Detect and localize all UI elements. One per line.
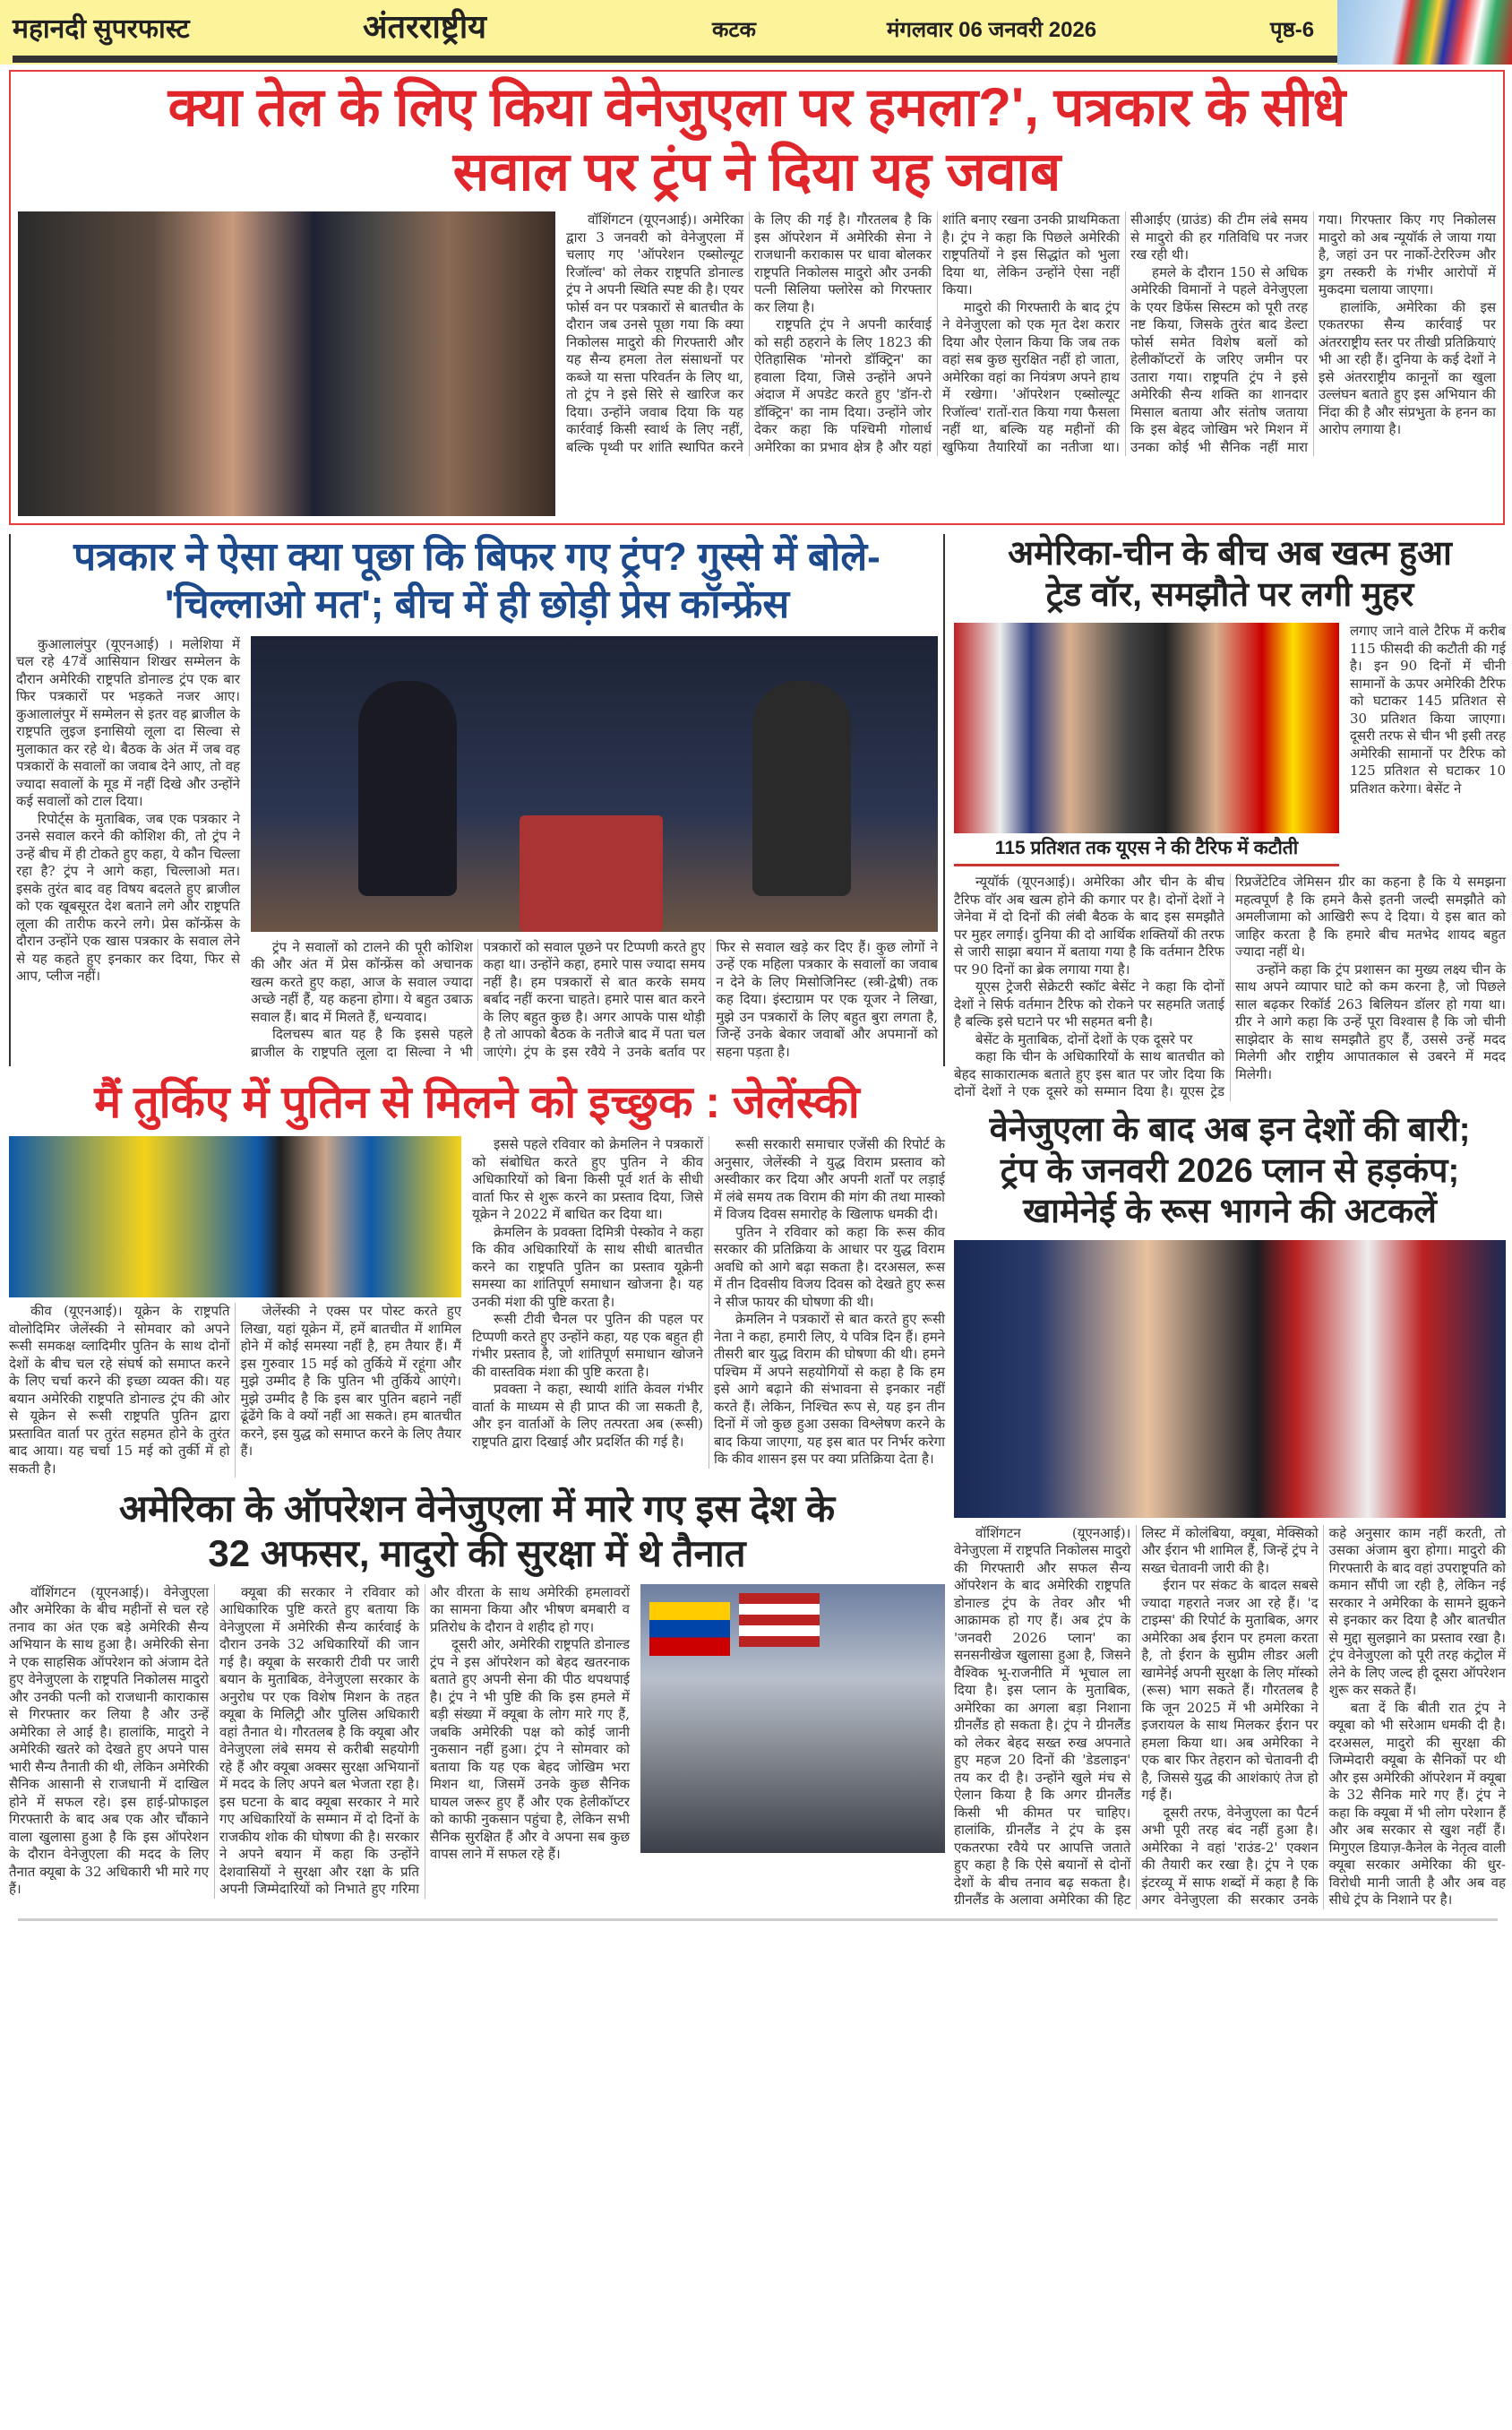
paragraph: क्रेमलिन ने पत्रकारों से बात करते हुए रूसी नेता ने कहा, हमारी लिए, ये पवित्र दिन हैं। हमने तीसरी बार युद्ध विराम की घोषणा की थी। हमने पश्चिम में अपने सहयोगियों से कहा है कि हम इसे आगे बढ़ाने की संभावना से इनकार नहीं करते हैं। लेकिन, निश्चित रूप से, यह इन तीन दिनों में जो कुछ हुआ उसका विश्लेषण करने के बाद किया जाएगा, यह इस बात पर निर्भर करेगा कि कीव शासन इस पर क्या प्रतिक्रिया देता है। [714, 1311, 945, 1468]
tradewar-subhead: 115 प्रतिशत तक यूएस ने की टैरिफ में कटौती [954, 837, 1339, 866]
paragraph: इससे पहले रविवार को क्रेमलिन ने पत्रकारों को संबोधित करते हुए पुतिन ने कीव अधिकारियों को बिना किसी पूर्व शर्त के सीधी वार्ता फिर से शुरू करने का प्रस्ताव दिया, जिसे यूक्रेन ने 2022 में बाधित कर दिया था। [472, 1136, 703, 1223]
paragraph: कीव (यूएनआई)। यूक्रेन के राष्ट्रपति वोलोदिमिर जेलेंस्की ने सोमवार को अपने रूसी समकक्ष व्लादिमीर पुतिन के साथ दोनों देशों के बीच चल रहे संघर्ष को समाप्त करने के लिए चर्चा करने की इच्छा व्यक्त की। यह बयान अमेरिकी राष्ट्रपति डोनाल्ड ट्रंप की ओर से यूक्रेन से रूसी राष्ट्रपति पुतिन द्वारा प्रस्तावित वार्ता पर तुरंत सहमत होने के तुरंत बाद आया। यह चर्चा 15 मई को तुर्की में हो सकती है। [9, 1303, 230, 1477]
article-next-countries [954, 1110, 1506, 1909]
paragraph: बता दें कि बीती रात ट्रंप ने क्यूबा को भी सरेआम धमकी दी है। दरअसल, मादुरो की सुरक्षा की जिम्मेदारी क्यूबा के सैनिकों पर थी और इस अमेरिकी ऑपरेशन में क्यूबा के 32 सैनिक मारे गए हैं। ट्रंप ने कहा कि क्यूबा में भी लोग परेशान हैं और अब सरकार से खुश नहीं हैं। मिगुएल डियाज़-कैनेल के नेतृत्व वाली क्यूबा सरकार अमेरिका की धुर-विरोधी मानी जाती है और अब वह सीधे ट्रंप के निशाने पर है। [1328, 1699, 1506, 1909]
trump-lula-meeting-photo [251, 636, 938, 932]
headline-oil-line2: सवाल पर ट्रंप ने दिया यह जवाब [452, 142, 1061, 202]
headline-zelensky: मैं तुर्किए में पुतिन से मिलने को इच्छुक : जेलेंस्की [94, 1077, 860, 1128]
journalist-body-cols [251, 939, 938, 1062]
paragraph: बेसेंट के मुताबिक, दोनों देशों के एक दूसरे पर [975, 1030, 1193, 1047]
paragraph: दूसरी तरफ, वेनेजुएला का पैटर्न अभी पूरी तरह बंद नहीं हुआ है। अमेरिका ने वहां 'राउंड-2' एक्शन की तैयारी कर रखा है। ट्रंप ने एक इंटरव्यू में साफ शब्दों में कहा है कि अगर वेनेजुएला की सरकार उनके कहे अनुसार काम नहीं करती, तो उसका अंजाम बुरा होगा। मादुरो की गिरफ्तारी के बाद वहां उपराष्ट्रपति को कमान सौंपी जा रही है, लेकिन नई सरकार ने अमेरिका के सामने झुकने से इनकार कर दिया है और बातचीत से मुद्दा सुलझाने का प्रस्ताव रखा है। ट्रंप वेनेजुएला को पूरी तरह कंट्रोल में लेने के लिए जल्द ही दूसरा ऑपरेशन शुरू कर सकते हैं। [1141, 1524, 1506, 1909]
paragraph: हमले के दौरान 150 से अधिक अमेरिकी विमानों ने पहले वेनेजुएला के एयर डिफेंस सिस्टम को पूरी तरह नष्ट किया, जिसके तुरंत बाद डेल्टा फोर्स समेत विशेष बलों को हेलीकॉप्टरों के जरिए जमीन पर उतारा गया। राष्ट्रपति ट्रंप ने इसे अमेरिकी सैन्य शक्ति का शानदार मिसाल बताया और संतोष जताया कि इस बेहद जोखिम भरे मिशन में उनका कोई भी सैनिक नहीं मारा गया। गिरफ्तार किए गए निकोलस मादुरो को अब न्यूयॉर्क ले जाया गया है, जहां उन पर नार्को-टेररिज्म और ड्रग तस्करी के गंभीर आरोपों में मुकदमा चलाया जाएगा। [1130, 211, 1496, 455]
paragraph: राष्ट्रपति ट्रंप ने अपनी कार्रवाई को सही ठहराने के लिए 1823 की ऐतिहासिक 'मोनरो डॉक्ट्रिन' का हवाला दिया, जिसे उन्होंने अपने अंदाज में अपडेट करते हुए 'डॉन-रो डॉक्ट्रिन' का नाम दिया। उन्होंने जोर देकर कहा कि पश्चिमी गोलार्ध अमेरिका का प्रभाव क्षेत्र है और यहां शांति बनाए रखना उनकी प्राथमिकता है। ट्रंप ने कहा कि पिछले अमेरिकी राष्ट्रपतियों ने इस सिद्धांत को भुला दिया था, लेकिन उन्होंने ऐसा नहीं किया। [754, 211, 1120, 455]
paragraph: वॉशिंगटन (यूएनआई)। वेनेजुएला में राष्ट्रपति निकोलस मादुरो की गिरफ्तारी और सफल सैन्य ऑपरेशन के बाद अमेरिकी राष्ट्रपति डोनाल्ड ट्रंप के तेवर और भी आक्रामक हो गए हैं। अब ट्रंप के 'जनवरी 2026 प्लान' का सनसनीखेज खुलासा हुआ है, जिसने वैश्विक भू-राजनीति में भूचाल ला दिया है। इस प्लान के मुताबिक, अमेरिका का अगला बड़ा निशाना ग्रीनलैंड हो सकता है। ट्रंप ने ग्रीनलैंड को लेकर बेहद सख्त रुख अपनाते हुए महज 20 दिनों की 'डेडलाइन' तय कर दी है। उन्होंने खुले मंच से ऐलान किया है कि अगर ग्रीनलैंड किसी भी कीमत पर चाहिए। हालांकि, ग्रीनलैंड ने ट्रंप के इस एकतरफा रवैये पर आपत्ति जताते हुए कहा है कि ऐसे बयानों से दोनों देशों के बीच तनाव बढ़ सकता है। ग्रीनलैंड के अलावा अमेरिका की हिट लिस्ट में कोलंबिया, क्यूबा, मेक्सिको और ईरान भी शामिल हैं, जिन्हें ट्रंप ने सख्त चेतावनी जारी की है। [954, 1524, 1319, 1909]
headline-officers-line1: अमेरिका के ऑपरेशन वेनेजुएला में मारे गए इस देश के [118, 1487, 836, 1530]
tradewar-side-body [1350, 623, 1506, 797]
right-column [954, 534, 1506, 1918]
paragraph: प्रवक्ता ने कहा, स्थायी शांति केवल गंभीर वार्ता के माध्यम से ही प्राप्त की जा सकती है, और इन वार्ताओं के लिए तत्परता अब (रूसी) राष्ट्रपति द्वारा दिखाई और प्रदर्शित की गई है। [472, 1381, 703, 1450]
article-zelensky [9, 1075, 945, 1478]
paragraph: हालांकि, अमेरिका की इस एकतरफा सैन्य कार्रवाई पर अंतरराष्ट्रीय स्तर पर तीखी प्रतिक्रियाएं भी आ रही हैं। दुनिया के कई देशों ने इसे अंतरराष्ट्रीय कानूनों का खुला उल्लंघन बताते हुए इस अभियान की निंदा की है और संप्रभुता के हनन का आरोप लगाया है। [1319, 298, 1496, 437]
headline-officers-line2: 32 अफसर, मादुरो की सुरक्षा में थे तैनात [208, 1532, 746, 1575]
date: मंगलवार 06 जनवरी 2026 [887, 18, 1097, 42]
paragraph: लगाए जाने वाले टैरिफ में करीब 115 फीसदी की कटौती की गई है। इन 90 दिनों में चीनी सामानों के ऊपर अमेरिकी टैरिफ को घटाकर 145 प्रतिशत से 30 प्रतिशत किया जाएगा। दूसरी तरफ से चीन भी इसी तरह अमेरिकी सामानों पर टैरिफ को 125 प्रतिशत से घटाकर 10 प्रतिशत करेगा। बेसेंट ने [1350, 623, 1506, 797]
trump-xi-photo [954, 623, 1339, 833]
headline-tradewar-line2: ट्रेड वॉर, समझौते पर लगी मुहर [1045, 575, 1414, 614]
paragraph: जेलेंस्की ने एक्स पर पोस्ट करते हुए लिखा, यहां यूक्रेन में, हमें बातचीत में शामिल होने में कोई समस्या नहीं है, हम तैयार हैं। मैं इस गुरुवार 15 मई को तुर्किये में रहूंगा और मुझे उम्मीद है कि पुतिन भी तुर्किये आएंगे। मुझे उम्मीद है कि इस बार पुतिन बहाने नहीं ढूंढेंगे कि वे क्यों नहीं आ सकते। हम बातचीत करने, इस युद्ध को समाप्त करने के लिए तैयार हैं। [240, 1303, 461, 1460]
section-name: अंतरराष्ट्रीय [363, 8, 487, 45]
tradewar-body-cols [954, 874, 1506, 1101]
journalist-body-col1 [16, 636, 240, 986]
masthead-rule [13, 56, 1337, 63]
article-oil [9, 70, 1505, 525]
trump-press-photo [18, 211, 555, 516]
trump-speech-photo [954, 1240, 1506, 1518]
paragraph: दूसरी ओर, अमेरिकी राष्ट्रपति डोनाल्ड ट्रंप ने इस ऑपरेशन को बेहद खतरनाक बताते हुए अपनी सेना की पीठ थपथपाई है। ट्रंप ने भी पुष्टि की कि इस हमले में बड़ी संख्या में क्यूबा के लोग मारे गए हैं, जबकि अमेरिकी पक्ष को कोई जानी नुकसान नहीं हुआ। ट्रंप ने सोमवार को बताया कि यह एक बेहद जोखिम भरा मिशन था, जिसमें उनके कुछ सैनिक घायल जरूर हुए हैं और एक हेलीकॉप्टर को काफी नुकसान पहुंचा है, लेकिन सभी सैनिक सुरक्षित हैं और वे अपना सब कुछ वापस लाने में सफल रहे हैं। [430, 1636, 630, 1863]
masthead [0, 0, 1512, 65]
zelensky-body-right [472, 1136, 945, 1469]
headline-tradewar-line1: अमेरिका-चीन के बीच अब खत्म हुआ [1008, 535, 1452, 573]
officers-body-cols [9, 1584, 630, 1899]
zelensky-body-left [9, 1303, 461, 1478]
footer-rule [18, 1918, 1498, 1921]
paragraph: दिलचस्प बात यह है कि इससे पहले ब्राजील के राष्ट्रपति लूला दा सिल्वा ने भी पत्रकारों को सवाल पूछने पर टिप्पणी करते हुए कहा था। उन्होंने कहा, हमारे पास ज्यादा समय नहीं है। हम पत्रकारों से बात करके समय बर्बाद नहीं करना चाहते। हमारे पास बात करने के लिए बहुत कुछ है। अगर आपके पास थोड़ी है तो आपको बैठक के नतीजे बाद में पता चल जाएंगे। ट्रंप के इस रवैये ने उनके बर्ताव पर फिर से सवाल खड़े कर दिए हैं। कुछ लोगों ने उन्हें एक महिला पत्रकार के सवालों का जवाब न देने के लिए मिसोजिनिस्ट (स्त्री-द्वेषी) तक कह दिया। इंस्टाग्राम पर एक यूजर ने लिखा, मुझे उन पत्रकारों के लिए बहुत बुरा लगता है, जिन्हें उनके बेकार जवाबों और अपमानों को सहना पड़ता है। [251, 938, 938, 1060]
venezuela-operation-photo [640, 1584, 945, 1853]
headline-next-line1: वेनेजुएला के बाद अब इन देशों की बारी; [989, 1110, 1471, 1149]
paragraph: क्यूबा की सरकार ने रविवार को आधिकारिक पुष्टि करते हुए बताया कि वेनेजुएला में अमेरिकी सैन्य कार्रवाई के दौरान उनके 32 अधिकारियों की जान गई है। क्यूबा के सरकारी टीवी पर जारी बयान के मुताबिक, वेनेजुएला सरकार के अनुरोध पर एक विशेष मिशन के तहत क्यूबा के मिलिट्री और पुलिस अधिकारी वहां तैनात थे। गौरतलब है कि क्यूबा और वेनेजुएला लंबे समय से करीबी सहयोगी रहे हैं और क्यूबा अक्सर सुरक्षा अभियानों में मदद के लिए अपने बल भेजता रहा है। इस घटना के बाद क्यूबा सरकार ने मारे गए अधिकारियों के सम्मान में दो दिनों के राजकीय शोक की घोषणा की है। सरकार ने अपने बयान में कहा कि उन्होंने देशवासियों ने सुरक्षा और रक्षा के प्रति अपनी जिम्मेदारियों को निभाते हुए गरिमा और वीरता के साथ अमेरिकी हमलावरों का सामना किया और भीषण बमबारी व प्रतिरोध के दौरान वे शहीद हो गए। [219, 1583, 630, 1898]
next-body-cols [954, 1525, 1506, 1909]
headline-journalist-line1: पत्रकार ने ऐसा क्या पूछा कि बिफर गए ट्रंप? गुस्से में बोले- [73, 535, 881, 579]
flags-image [1337, 0, 1512, 65]
article-tradewar [954, 534, 1506, 1101]
paragraph: उन्होंने कहा कि ट्रंप प्रशासन का मुख्य लक्ष्य चीन के साथ अपने व्यापार घाटे को कम करना है, जो पिछले साल बढ़कर रिकॉर्ड 263 बिलियन डॉलर हो गया था। ग्रीर ने आगे कहा कि उन्हें पूरा विश्वास है कि जो चीनी साझेदार के साथ समझौते हुए हैं, उससे उन्हें मदद मिलेगी और राष्ट्रीय आपातकाल से उबरने में मदद मिलेगी। [1235, 961, 1506, 1082]
page-content [0, 65, 1512, 1921]
paragraph: पुतिन ने रविवार को कहा कि रूस कीव सरकार की प्रतिक्रिया के आधार पर युद्ध विराम अवधि को आगे बढ़ा सकता है। दरअसल, रूस में तीन दिवसीय विजय दिवस को देखते हुए रूस ने सीज फायर की घोषणा की थी। [714, 1223, 945, 1310]
paragraph: वॉशिंगटन (यूएनआई)। वेनेजुएला और अमेरिका के बीच महीनों से चल रहे तनाव का अंत एक बड़े अमेरिकी सैन्य अभियान के साथ हुआ है। अमेरिकी सेना ने एक साहसिक ऑपरेशन को अंजाम देते हुए वेनेजुएला के राष्ट्रपति निकोलस मादुरो और उनकी पत्नी को राजधानी काराकास से गिरफ्तार कर लिया है और उन्हें अमेरिका ले आई है। हालांकि, मादुरो ने अमेरिकी खतरे को देखते हुए अपने पास भारी सैन्य तैनाती की थी, लेकिन अमेरिकी सैनिक आसानी से राजधानी में दाखिल होने में सफल रहे। इस हाई-प्रोफाइल गिरफ्तारी के बाद अब एक और चौंकाने वाला खुलासा हुआ है कि इस ऑपरेशन के दौरान वेनेजुएला की मदद के लिए तैनात क्यूबा के 32 अधिकारी भी मारे गए हैं। [9, 1583, 209, 1898]
paragraph: वॉशिंगटन (यूएनआई)। अमेरिका द्वारा 3 जनवरी को वेनेजुएला में चलाए गए 'ऑपरेशन एब्सोल्यूट रिजॉल्व' को लेकर राष्ट्रपति डोनाल्ड ट्रंप ने अपनी स्थिति स्पष्ट की है। एयर फोर्स वन पर पत्रकारों से बातचीत के दौरान जब उनसे पूछा गया कि क्या निकोलस मादुरो की गिरफ्तारी और यह सैन्य हमला तेल संसाधनों पर कब्जे या सत्ता परिवर्तन के लिए था, तो ट्रंप ने इसे सिरे से खारिज कर दिया। उन्होंने जवाब दिया कि यह कार्रवाई किसी स्वार्थ के लिए नहीं, बल्कि पृथ्वी पर शांति स्थापित करने के लिए की गई है। गौरतलब है कि इस ऑपरेशन में अमेरिकी सेना ने राजधानी कराकास पर धावा बोलकर राष्ट्रपति निकोलस मादुरो और उनकी पत्नी सिलिया फ्लोरेस को गिरफ्तार कर लिया है। [566, 211, 932, 455]
paragraph: क्रेमलिन के प्रवक्ता दिमित्री पेस्कोव ने कहा कि कीव अधिकारियों के साथ सीधी बातचीत करने का राष्ट्रपति पुतिन का प्रस्ताव यूक्रेनी समस्या का शांतिपूर्ण समाधान खोजना है। यह उनकी मंशा की पुष्टि करता है। [472, 1223, 703, 1310]
paragraph: कहा कि चीन के अधिकारियों के साथ बातचीत को बेहद साकारात्मक बताते हुए इस बात पर जोर दिया कि दोनों देशों ने एक दूसरे को सम्मान दिया है। यूएस ट्रेड रिप्रजेंटेटिव जेमिसन ग्रीर का कहना है कि ये समझना महत्वपूर्ण है कि हमने कैसे इतनी जल्दी समझौते को अमलीजामा को आखिरी रूप दे दिया। ये इस बात को जाहिर करता है कि हमारे बीच मतभेद शायद बहुत ज्यादा नहीं थे। [954, 874, 1506, 1100]
headline-next-line3: खामेनेई के रूस भागने की अटकलें [1023, 1193, 1437, 1231]
paragraph: ट्रंप ने सवालों को टालने की पूरी कोशिश की और अंत में प्रेस कॉन्फ्रेंस को अचानक खत्म करते हुए कहा, आज के सवाल ज्यादा अच्छे नहीं हैं, यह कहना होगा। ये बहुत उबाऊ सवाल हैं। बाद में मिलते हैं, धन्यवाद। [251, 938, 473, 1025]
article-officers [9, 1486, 945, 1899]
paper-name: महानदी सुपरफास्ट [13, 14, 190, 44]
zelensky-photo [9, 1136, 461, 1297]
city: कटक [712, 18, 756, 42]
left-column [9, 534, 945, 1908]
paragraph: यूएस ट्रेजरी सेक्रेटरी स्कॉट बेसेंट ने कहा कि दोनों देशों ने सिर्फ वर्तमान टैरिफ को रोकने पर सहमति जताई है बल्कि इसे घटाने पर भी सहमत बनी है। [954, 978, 1224, 1030]
page-number: पृष्ठ-6 [1270, 18, 1315, 42]
article-journalist [9, 534, 945, 1066]
paragraph: रूसी सरकारी समाचार एजेंसी की रिपोर्ट के अनुसार, जेलेंस्की ने युद्ध विराम प्रस्ताव को अस्वीकार कर दिया और अपनी शर्तों पर लड़ाई में लंबे समय तक विराम की मांग की तथा मास्को में विजय दिवस समारोह के खिलाफ धमकी दी। [714, 1136, 945, 1223]
paragraph: कुआलालंपुर (यूएनआई) । मलेशिया में चल रहे 47वें आसियान शिखर सम्मेलन के दौरान अमेरिकी राष्ट्रपति डोनाल्ड ट्रंप एक बार फिर पत्रकारों पर भड़कते नजर आए। कुआलालंपुर में सम्मेलन से इतर वह ब्राजील के राष्ट्रपति लुइज इनासियो लूला दा सिल्वा से मुलाकात कर रहे थे। बैठक के अंत में जब वह पत्रकारों के सवालों का जवाब देने आए, तो वह ज्यादा सवालों के मूड में नहीं दिखे और उन्होंने कई सवालों को टाल दिया। [16, 635, 240, 810]
paragraph: रूसी टीवी चैनल पर पुतिन की पहल पर टिप्पणी करते हुए उन्होंने कहा, यह एक बहुत ही गंभीर प्रस्ताव है, जो शांतिपूर्ण समाधान खोजने की वास्तविक मंशा की पुष्टि करता है। [472, 1311, 703, 1380]
paragraph: मादुरो की गिरफ्तारी के बाद ट्रंप ने वेनेजुएला को एक मृत देश करार दिया और ऐलान किया कि जब तक वहां सब कुछ सुरक्षित नहीं हो जाता, अमेरिका वहां का नियंत्रण अपने हाथ में रखेगा। 'ऑपरेशन एब्सोल्यूट रिजॉल्व' रातों-रात किया गया फैसला नहीं था, बल्कि यह महीनों की खुफिया तैयारियों का नतीजा था। सीआईए (ग्राउंड) की टीम लंबे समय से मादुरो की हर गतिविधि पर नजर रख रही थी। [942, 211, 1308, 455]
headline-journalist-line2: 'चिल्लाओ मत'; बीच में ही छोड़ी प्रेस कॉन्फ्रेंस [164, 582, 790, 626]
oil-body-cols [566, 211, 1496, 456]
paragraph: ईरान पर संकट के बादल सबसे ज्यादा गहराते नजर आ रहे हैं। 'द टाइम्स' की रिपोर्ट के मुताबिक, अगर अमेरिका अब ईरान पर हमला करता है, तो ईरान के सुप्रीम लीडर अली खामेनेई अपनी सुरक्षा के लिए मॉस्को (रूस) भाग सकते हैं। गौरतलब है कि जून 2025 में भी अमेरिका ने इजरायल के साथ मिलकर ईरान पर हमला किया था। अब अमेरिका ने एक बार फिर तेहरान को चेतावनी दी है, जिससे युद्ध की आशंकाएं तेज हो गई हैं। [1141, 1577, 1319, 1804]
paragraph: न्यूयॉर्क (यूएनआई)। अमेरिका और चीन के बीच टैरिफ वॉर अब खत्म होने की कगार पर है। दोनों देशों ने जेनेवा में दो दिनों की लंबी बैठक के बाद इस समझौते पर मुहर लगाई। दुनिया की दो आर्थिक शक्तियों की तरफ से जारी साझा बयान में बताया गया है कि वर्तमान टैरिफ पर 90 दिनों का ब्रेक लगाया गया है। [954, 874, 1224, 978]
paragraph: रिपोर्ट्स के मुताबिक, जब एक पत्रकार ने उनसे सवाल करने की कोशिश की, तो ट्रंप ने उन्हें बीच में ही टोकते हुए कहा, ये कौन चिल्ला रहा है? ट्रंप ने आगे कहा, चिल्लाओ मत। इसके तुरंत बाद वह विषय बदलते हुए ब्राजील को एक खूबसूरत देश बताने लगे और राष्ट्रपति लूला की तारीफ करने लगे। प्रेस कॉन्फ्रेंस के दौरान उन्होंने एक खास पत्रकार के सवाल लेने से यह कहते हुए इनकार कर दिया, फिर से आप, प्लीज नहीं। [16, 810, 240, 985]
headline-next-line2: ट्रंप के जनवरी 2026 प्लान से हड़कंप; [1000, 1151, 1460, 1190]
headline-oil-line1: क्या तेल के लिए किया वेनेजुएला पर हमला?', पत्रकार के सीधे [168, 77, 1346, 137]
